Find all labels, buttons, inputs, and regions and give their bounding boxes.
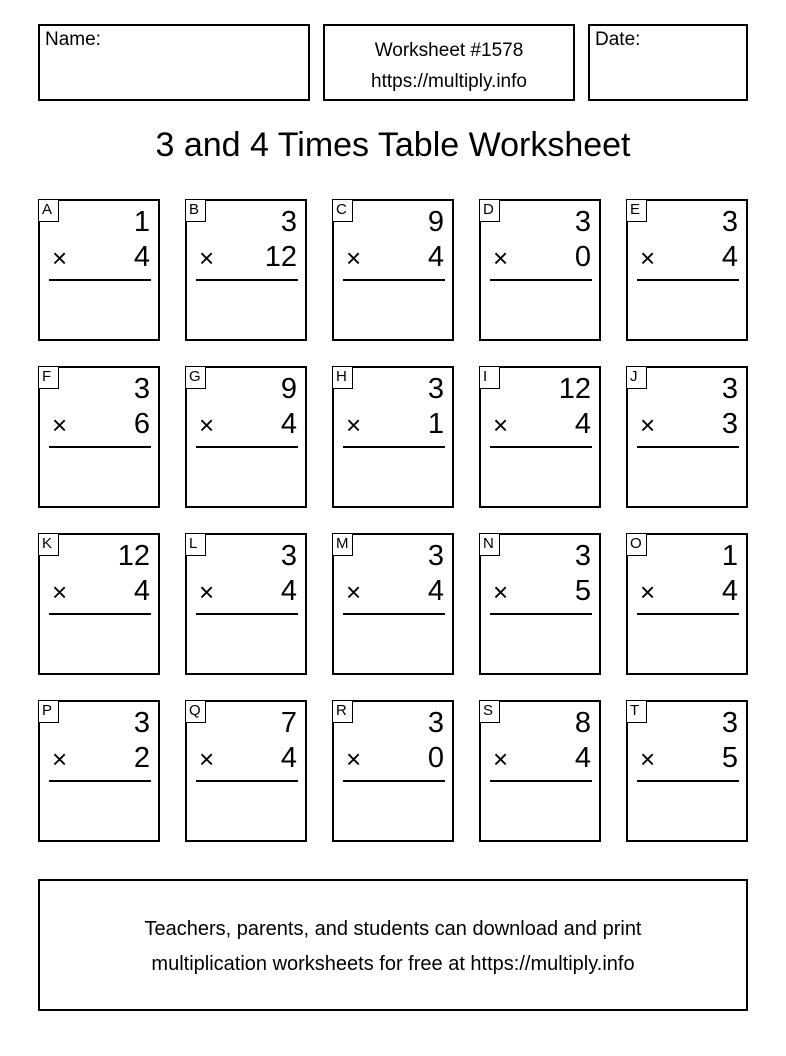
multiplier: 4 [133,575,150,607]
multiplicand: 12 [558,373,591,405]
problem-card[interactable] [626,366,748,508]
problem-letter: A [38,199,59,222]
answer-line [196,780,298,782]
times-sign: × [346,243,362,273]
problem-card[interactable] [332,366,454,508]
multiplicand: 3 [427,707,444,739]
times-sign: × [640,744,656,774]
multiplier: 5 [721,742,738,774]
multiplicand: 3 [427,373,444,405]
problem-letter: H [332,366,353,389]
page-title: 3 and 4 Times Table Worksheet [155,126,631,164]
worksheet-info-box [323,24,575,101]
multiplicand: 3 [133,373,150,405]
worksheet-number: Worksheet #1578 [374,40,524,61]
date-label: Date: [595,29,641,50]
problem-letter: K [38,533,59,556]
answer-line [637,279,739,281]
answer-line [490,780,592,782]
answer-line [49,279,151,281]
problem-card[interactable] [479,366,601,508]
problem-card[interactable] [332,533,454,675]
problem-letter: T [626,700,647,723]
multiplier: 2 [133,742,150,774]
problem-card[interactable] [626,533,748,675]
problem-card[interactable] [38,533,160,675]
problem-letter: S [479,700,500,723]
problem-letter: F [38,366,59,389]
multiplicand: 3 [280,540,297,572]
answer-line [343,613,445,615]
problem-card[interactable] [626,700,748,842]
answer-line [196,613,298,615]
multiplicand: 3 [427,540,444,572]
multiplier: 0 [427,742,444,774]
problem-letter: G [185,366,206,389]
answer-line [490,279,592,281]
problem-card[interactable] [38,199,160,341]
times-sign: × [52,577,68,607]
multiplier: 6 [133,408,150,440]
problem-letter: R [332,700,353,723]
multiplier: 4 [427,241,444,273]
date-field-box[interactable] [588,24,748,101]
answer-line [637,613,739,615]
answer-line [49,613,151,615]
name-field-box[interactable] [38,24,310,101]
answer-line [343,279,445,281]
multiplicand: 3 [280,206,297,238]
problem-card[interactable] [38,700,160,842]
times-sign: × [199,243,215,273]
multiplicand: 9 [280,373,297,405]
answer-line [196,279,298,281]
multiplier: 12 [264,241,297,273]
problem-letter: B [185,199,206,222]
problem-card[interactable] [185,700,307,842]
multiplier: 5 [574,575,591,607]
problem-letter: C [332,199,353,222]
problem-card[interactable] [38,366,160,508]
answer-line [637,780,739,782]
times-sign: × [640,577,656,607]
times-sign: × [346,410,362,440]
multiplier: 1 [427,408,444,440]
multiplier: 4 [574,408,591,440]
answer-line [490,613,592,615]
multiplier: 3 [721,408,738,440]
multiplier: 4 [427,575,444,607]
footer-line-1: Teachers, parents, and students can download and print [144,918,642,940]
multiplicand: 3 [133,707,150,739]
problem-card[interactable] [479,199,601,341]
multiplier: 4 [280,408,297,440]
times-sign: × [493,243,509,273]
multiplier: 4 [133,241,150,273]
multiplicand: 3 [574,206,591,238]
multiplicand: 8 [574,707,591,739]
problem-card[interactable] [185,533,307,675]
problem-letter: P [38,700,59,723]
worksheet-url: https://multiply.info [371,71,527,92]
multiplicand: 9 [427,206,444,238]
problem-letter: D [479,199,500,222]
problem-card[interactable] [185,366,307,508]
problem-letter: E [626,199,647,222]
times-sign: × [346,744,362,774]
multiplier: 4 [721,241,738,273]
multiplier: 4 [280,742,297,774]
problem-letter: O [626,533,647,556]
answer-line [343,446,445,448]
answer-line [343,780,445,782]
problem-card[interactable] [479,700,601,842]
multiplier: 0 [574,241,591,273]
times-sign: × [493,744,509,774]
problem-card[interactable] [626,199,748,341]
multiplicand: 3 [721,707,738,739]
times-sign: × [493,577,509,607]
problem-letter: I [479,366,500,389]
multiplier: 4 [280,575,297,607]
multiplicand: 3 [721,206,738,238]
times-sign: × [346,577,362,607]
footer-line-2: multiplication worksheets for free at https://multiply.info [151,953,635,975]
times-sign: × [199,410,215,440]
answer-line [49,780,151,782]
multiplicand: 1 [133,206,150,238]
times-sign: × [52,744,68,774]
times-sign: × [52,410,68,440]
name-label: Name: [45,29,101,50]
times-sign: × [199,577,215,607]
multiplicand: 1 [721,540,738,572]
answer-line [49,446,151,448]
times-sign: × [199,744,215,774]
times-sign: × [52,243,68,273]
footer-box [38,879,748,1011]
multiplier: 4 [574,742,591,774]
problem-card[interactable] [332,700,454,842]
problem-card[interactable] [332,199,454,341]
multiplier: 4 [721,575,738,607]
problem-letter: M [332,533,353,556]
problem-letter: Q [185,700,206,723]
multiplicand: 7 [280,707,297,739]
multiplicand: 12 [117,540,150,572]
times-sign: × [640,410,656,440]
problem-card[interactable] [185,199,307,341]
problem-letter: N [479,533,500,556]
answer-line [196,446,298,448]
answer-line [637,446,739,448]
times-sign: × [493,410,509,440]
answer-line [490,446,592,448]
problem-letter: L [185,533,206,556]
multiplicand: 3 [721,373,738,405]
times-sign: × [640,243,656,273]
problem-letter: J [626,366,647,389]
problem-card[interactable] [479,533,601,675]
multiplicand: 3 [574,540,591,572]
